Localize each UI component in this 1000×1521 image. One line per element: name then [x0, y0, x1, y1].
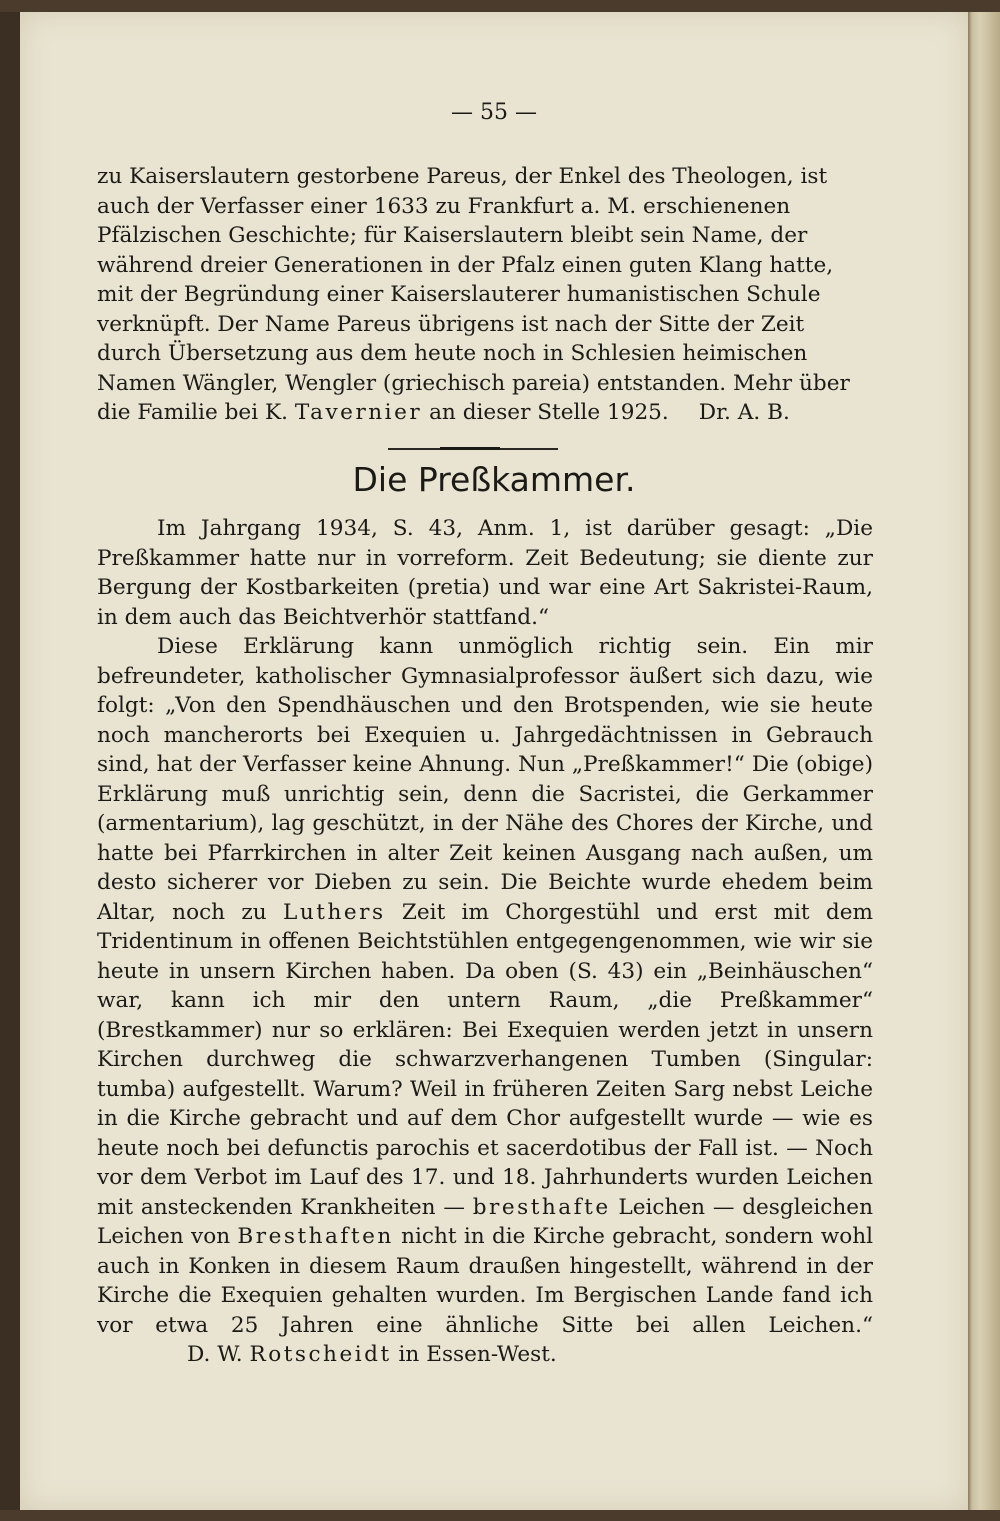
- section-divider-center: [440, 447, 500, 450]
- book-page: [20, 12, 968, 1510]
- page-edge: [968, 12, 1000, 1510]
- paragraph: [97, 632, 873, 1370]
- scan-top-edge: [0, 0, 1000, 12]
- signature-prefix: D. W.: [187, 1342, 243, 1367]
- emphasis-bresthafte: bresthafte: [472, 1194, 611, 1220]
- text-line: zu Kaiserslautern gestorbene Pareus, der Enkel des Theologen, ist: [97, 164, 828, 189]
- signature-suffix: in Essen-West.: [398, 1342, 557, 1367]
- paragraph: Im Jahrgang 1934, S. 43, Anm. 1, ist darüber gesagt: „Die Preßkammer hatte nur in vorreform. Zeit Bedeutung; sie diente zur Bergung der Kostbarkeiten (pretia) und war eine Art Sakristei-Raum, in dem auch das Beichtverhör stattfand.“: [97, 516, 873, 630]
- author-name-tavernier: Tavernier: [294, 400, 423, 425]
- article-presskammer: [97, 514, 873, 1370]
- signature-name: Rotscheidt: [249, 1342, 392, 1367]
- emphasis-bresthaften: Bresthaften: [237, 1224, 394, 1249]
- text-line: mit der Begründung einer Kaiserslauterer humanistischen Schule: [97, 282, 821, 307]
- text-fragment: an dieser Stelle 1925.: [429, 400, 669, 425]
- page-number: — 55 —: [451, 100, 537, 125]
- text-fragment: Leichen — desgleichen Leichen von: [97, 1194, 873, 1249]
- text-line: verknüpft. Der Name Pareus übrigens ist nach der Sitte der Zeit: [97, 311, 805, 337]
- scan-bottom-edge: [0, 1510, 1000, 1521]
- text-fragment: Diese Erklärung kann unmöglich richtig sein. Ein mir befreundeter, katholischer Gymnasialprofessor äußert sich dazu, wie folgt: „Von den Spendhäuschen und den Brotspenden, wie sie heute noch mancherorts bei Exequien u. Jahrgedächtnissen in Gebrauch sind, hat der Verfasser keine Ahnung. Nun „Preßkammer!“ Die (obige) Erklärung muß unrichtig sein, denn die Sacristei, die Gerkammer (armentarium), lag geschützt, in der Nähe des Chores der Kirche, und hatte bei Pfarrkirchen in alter Zeit keinen Ausgang nach außen, um desto sicherer vor Dieben zu sein. Die Beichte wurde ehedem beim Altar, noch zu: [97, 634, 873, 925]
- text-line: während dreier Generationen in der Pfalz einen guten Klang hatte,: [97, 252, 834, 278]
- text-fragment: Zeit im Chorgestühl und erst mit dem Tridentinum in offenen Beichtstühlen entgegengenommen, wie wir sie heute in unsern Kirchen haben. Da oben (S. 43) ein „Beinhäuschen“ war, kann ich mir den untern Raum, „die Preßkammer“ (Brestkammer) nur so erklären: Bei Exequien werden jetzt in unsern Kirchen durchweg die schwarzverhangenen Tumben (Singular: tumba) aufgestellt. Warum? Weil in früheren Zeiten Sarg nebst Leiche in die Kirche gebracht und auf dem Chor aufgestellt wurde — wie es heute noch bei defunctis parochis et sacerdotibus der Fall ist. — Noch vor dem Verbot im Lauf des 17. und 18. Jahrhunderts wurden Leichen mit ansteckenden Krankheiten —: [97, 899, 873, 1220]
- text-line: Namen Wängler, Wengler (griechisch pareia) entstanden. Mehr über: [97, 370, 850, 396]
- article-title: Die Preßkammer.: [352, 460, 636, 499]
- emphasis-luthers: Luthers: [283, 899, 386, 925]
- signature-dr-ab: Dr. A. B.: [698, 400, 790, 425]
- text-fragment: die Familie bei K.: [97, 400, 288, 425]
- signature-rotscheidt: [127, 1340, 557, 1370]
- text-line-last: [97, 398, 873, 428]
- article-pareus: [97, 162, 873, 428]
- text-line: Pfälzischen Geschichte; für Kaiserslautern bleibt sein Name, der: [97, 223, 808, 248]
- text-fragment: nicht in die Kirche gebracht, sondern wohl auch in Konken in diesem Raum draußen hingestellt, während in der Kirche die Exequien gehalten wurden. Im Bergischen Lande fand ich vor etwa 25 Jahren eine ähnliche Sitte bei allen Leichen.“: [97, 1224, 874, 1338]
- text-line: auch der Verfasser einer 1633 zu Frankfurt a. M. erschienenen: [97, 193, 791, 219]
- text-line: durch Übersetzung aus dem heute noch in Schlesien heimischen: [97, 341, 808, 366]
